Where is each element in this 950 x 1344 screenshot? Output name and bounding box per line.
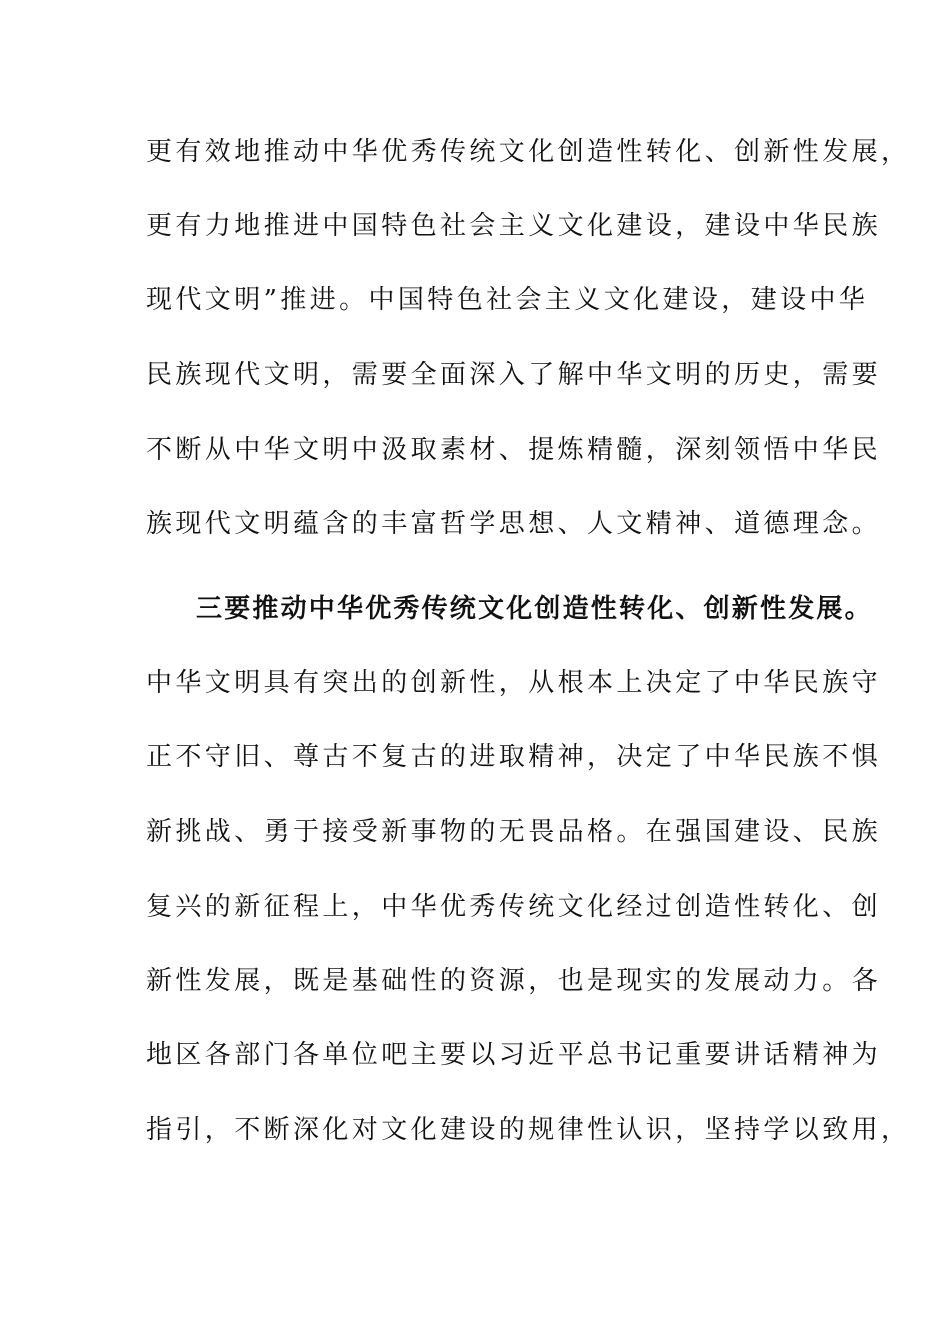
text-line: 中华文明具有突出的创新性，从根本上决定了中华民族守 [146, 668, 882, 698]
text-line: 新性发展，既是基础性的资源，也是现实的发展动力。各 [146, 966, 882, 996]
text-line: 新挑战、勇于接受新事物的无畏品格。在强国建设、民族 [146, 817, 882, 847]
text-line: 地区各部门各单位吧主要以习近平总书记重要讲话精神为 [146, 1040, 882, 1070]
text-line: 民族现代文明，需要全面深入了解中华文明的历史，需要 [146, 360, 882, 390]
text-line: 复兴的新征程上，中华优秀传统文化经过创造性转化、创 [146, 892, 882, 922]
section-heading: 三要推动中华优秀传统文化创造性转化、创新性发展。 [196, 594, 873, 624]
text-line: 不断从中华文明中汲取素材、提炼精髓，深刻领悟中华民 [146, 435, 882, 465]
text-line: 正不守旧、尊古不复古的进取精神，决定了中华民族不惧 [146, 742, 882, 772]
text-line: 现代文明”推进。中国特色社会主义文化建设，建设中华 [146, 285, 869, 315]
text-line: 更有力地推进中国特色社会主义文化建设，建设中华民族 [146, 211, 882, 241]
text-line: 更有效地推动中华优秀传统文化创造性转化、创新性发展， [146, 137, 911, 167]
text-line: 族现代文明蕴含的丰富哲学思想、人文精神、道德理念。 [146, 509, 882, 539]
text-line: 指引，不断深化对文化建设的规律性认识，坚持学以致用， [146, 1115, 911, 1145]
